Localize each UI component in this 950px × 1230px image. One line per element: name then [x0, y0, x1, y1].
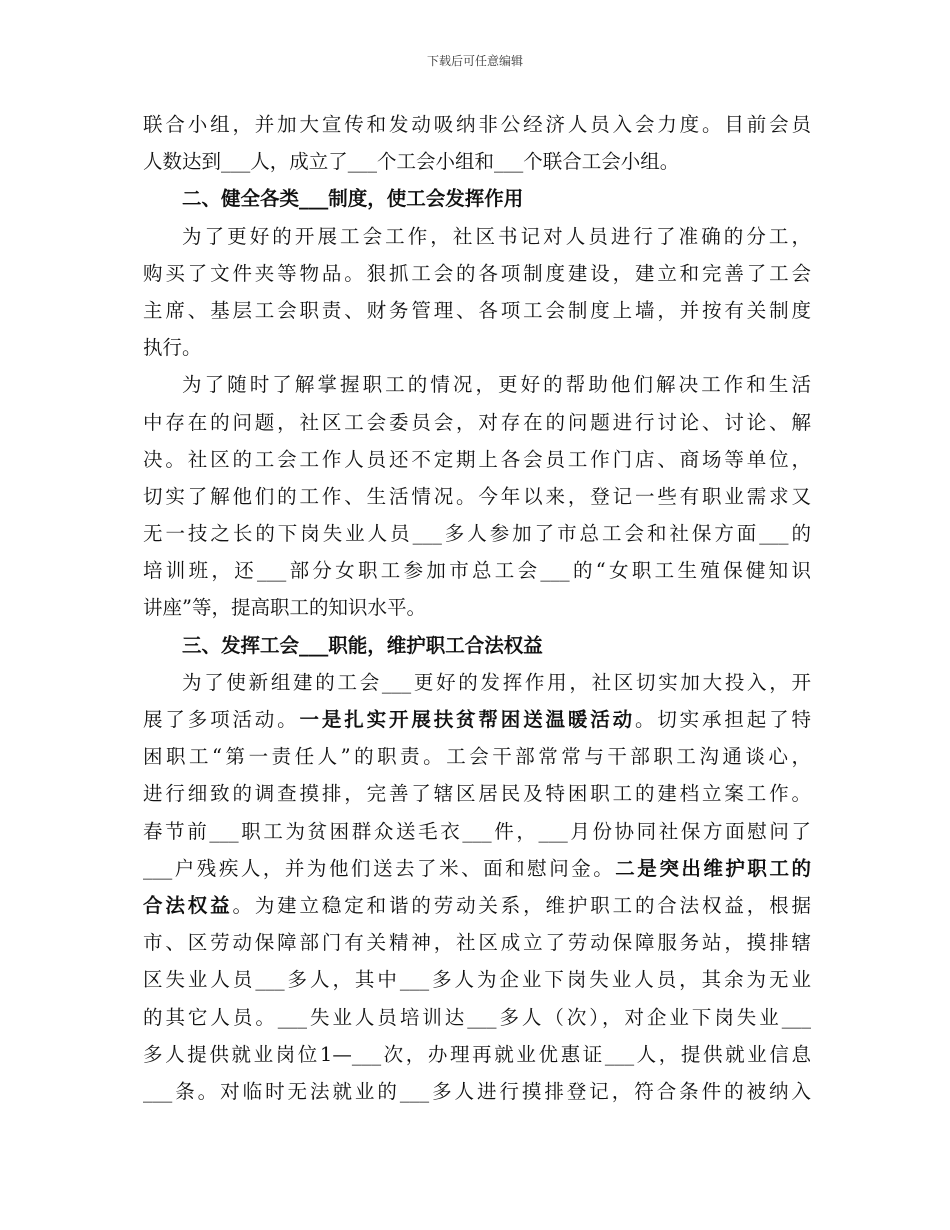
bold-text-segment: 合法权益 — [143, 893, 233, 917]
text-line — [143, 887, 811, 924]
section-heading-2: 二、健全各类___制度，使工会发挥作用 — [182, 187, 524, 211]
section-heading-3: 三、发挥工会___职能，维护职工合法权益 — [182, 633, 543, 657]
text-segment: 。为建立稳定和谐的劳动关系，维护职工的合法权益，根据 — [232, 893, 811, 917]
text-line: 为了随时了解掌握职工的情况，更好的帮助他们解决工作和生活 — [182, 373, 811, 397]
text-line: 主席、基层工会职责、财务管理、各项工会制度上墙，并按有关制度 — [143, 298, 811, 322]
text-line: 无一技之长的下岗失业人员___多人参加了市总工会和社保方面___的 — [143, 522, 811, 546]
text-line: 困职工“第一责任人”的职责。工会干部常常与干部职工沟通谈心， — [143, 745, 811, 769]
text-segment: 展了多项活动。 — [143, 708, 300, 731]
text-line: ___条。对临时无法就业的___多人进行摸排登记，符合条件的被纳入 — [143, 1079, 811, 1103]
text-line: 进行细致的调查摸排，完善了辖区居民及特困职工的建档立案工作。 — [143, 782, 811, 806]
text-line — [143, 850, 811, 887]
text-line: 多人提供就业岗位1—___次，办理再就业优惠证___人，提供就业信息 — [143, 1042, 811, 1066]
text-line: 为了使新组建的工会___更好的发挥作用，社区切实加大投入，开 — [182, 670, 811, 694]
text-line: 联合小组，并加大宣传和发动吸纳非公经济人员入会力度。目前会员 — [143, 113, 811, 136]
text-line: 区失业人员___多人，其中___多人为企业下岗失业人员，其余为无业 — [143, 968, 811, 992]
document-body — [143, 106, 811, 1110]
text-line: 为了更好的开展工会工作，社区书记对人员进行了准确的分工， — [182, 224, 811, 248]
bold-text-segment: 一是扎实开展扶贫帮困送温暖活动 — [299, 708, 635, 731]
text-line: 购买了文件夹等物品。狠抓工会的各项制度建设，建立和完善了工会 — [143, 261, 811, 285]
text-line: 春节前___职工为贫困群众送毛衣___件，___月份协同社保方面慰问了 — [143, 819, 811, 843]
text-segment: ___户残疾人，并为他们送去了米、面和慰问金。 — [143, 856, 616, 880]
bold-text-segment: 二是突出维护职工的 — [615, 856, 811, 880]
text-line: 中存在的问题，社区工会委员会，对存在的问题进行讨论、讨论、解 — [143, 410, 811, 434]
text-line: 培训班，还___部分女职工参加市总工会___的“女职工生殖保健知识 — [143, 559, 811, 583]
text-line: 讲座”等，提高职工的知识水平。 — [143, 596, 426, 620]
page-header: 下载后可任意编辑 — [426, 54, 523, 68]
text-line: 切实了解他们的工作、生活情况。今年以来，登记一些有职业需求又 — [143, 484, 811, 508]
text-line: 市、区劳动保障部门有关精神，社区成立了劳动保障服务站，摸排辖 — [143, 931, 811, 955]
text-line: 执行。 — [143, 336, 202, 360]
text-line: 的其它人员。___失业人员培训达___多人（次），对企业下岗失业___ — [143, 1005, 811, 1029]
text-line — [143, 701, 811, 738]
text-line: 决。社区的工会工作人员还不定期上各会员工作门店、商场等单位， — [143, 447, 811, 471]
text-line: 人数达到___人，成立了___个工会小组和___个联合工会小组。 — [143, 150, 680, 174]
text-segment: 。切实承担起了特 — [634, 708, 811, 731]
